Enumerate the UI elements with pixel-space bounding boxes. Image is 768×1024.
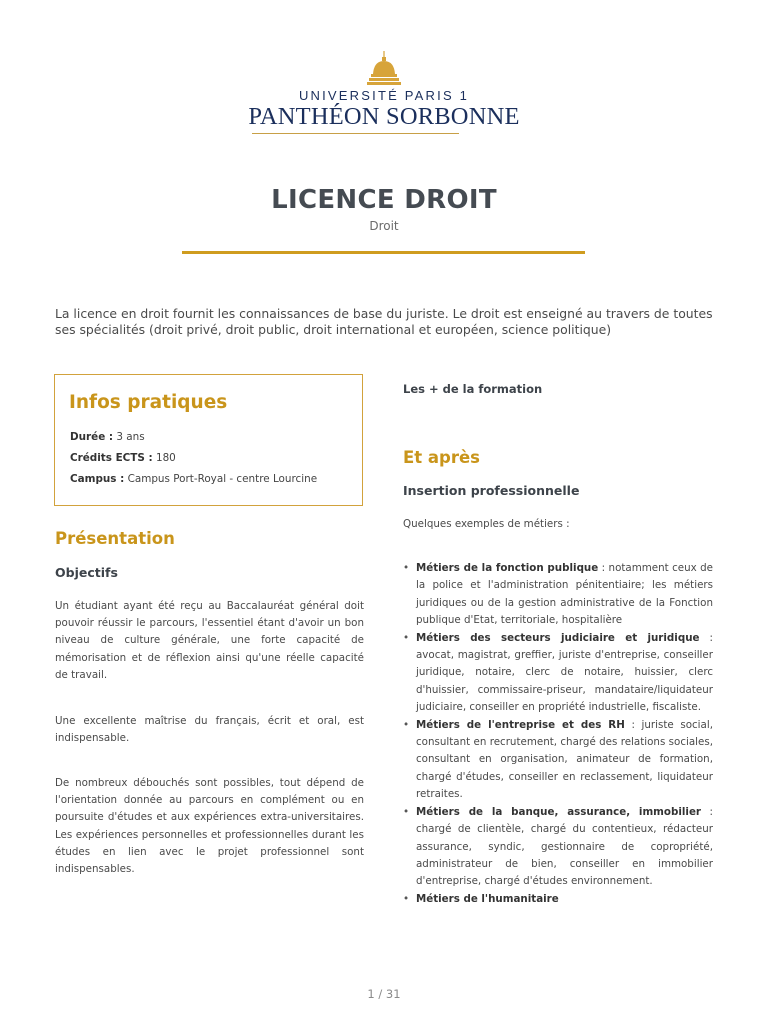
bullet-icon: • bbox=[403, 631, 410, 644]
metier-text: : juriste social, consultant en recrutement, chargé des relations sociales, consultant en organisation, animateur de formation, chargé d'études, conseiller en reclassement, liquidateur retraites. bbox=[416, 718, 713, 801]
info-credits-value: 180 bbox=[155, 452, 176, 464]
info-credits bbox=[70, 452, 176, 464]
university-line: UNIVERSITÉ PARIS 1 bbox=[298, 88, 470, 103]
metier-title: Métiers des secteurs judiciaire et juridique bbox=[416, 631, 700, 644]
info-campus bbox=[70, 473, 317, 485]
metier-title: Métiers de la banque, assurance, immobilier bbox=[416, 805, 702, 818]
info-credits-label: Crédits ECTS : bbox=[70, 452, 153, 464]
objectifs-heading: Objectifs bbox=[55, 565, 118, 580]
info-campus-value: Campus Port-Royal - centre Lourcine bbox=[127, 473, 318, 485]
et-apres-heading: Et après bbox=[403, 448, 480, 467]
list-item bbox=[403, 630, 713, 717]
list-item bbox=[403, 891, 713, 908]
info-campus-label: Campus : bbox=[70, 473, 125, 485]
metier-title: Métiers de l'humanitaire bbox=[416, 892, 559, 905]
metier-text: : avocat, magistrat, greffier, juriste d'entreprise, conseiller juridique, notaire, clerc de notaire, huissier, clerc d'huissier, commissaire-priseur, mandataire/liquidateur judiciaire, conseiller en propriété industrielle, fiscaliste. bbox=[416, 631, 713, 714]
list-item bbox=[403, 560, 713, 630]
page-subtitle: Droit bbox=[369, 219, 399, 233]
page-number: 1 / 31 bbox=[367, 987, 401, 1001]
metiers-list bbox=[403, 560, 713, 908]
bullet-icon: • bbox=[403, 805, 410, 818]
presentation-heading: Présentation bbox=[55, 529, 175, 548]
objectifs-paragraph-2: Une excellente maîtrise du français, écrit et oral, est indispensable. bbox=[55, 715, 364, 745]
page-title: LICENCE DROIT bbox=[271, 185, 497, 215]
list-item bbox=[403, 804, 713, 891]
bullet-icon: • bbox=[403, 718, 410, 731]
metier-text: : chargé de clientèle, chargé du contentieux, rédacteur assurance, syndic, gestionnaire de copropriété, administrateur de bien, conseiller en immobilier d'entreprise, chargé d'études environnement. bbox=[416, 805, 713, 888]
insertion-heading: Insertion professionnelle bbox=[403, 483, 580, 498]
info-duree-value: 3 ans bbox=[116, 431, 145, 443]
examples-intro: Quelques exemples de métiers : bbox=[403, 518, 570, 530]
bullet-icon: • bbox=[403, 892, 410, 905]
list-item bbox=[403, 717, 713, 804]
pantheon-dome-icon bbox=[364, 50, 404, 86]
objectifs-paragraph-3: De nombreux débouchés sont possibles, tout dépend de l'orientation donnée au parcours en complément ou en poursuite d'études et aux expériences extra-universitaires. Les expériences personnelles et professionnelles durant les études en lien avec le projet professionnel sont indispensables. bbox=[55, 777, 364, 876]
intro-paragraph: La licence en droit fournit les connaissances de base du juriste. Le droit est enseigné au travers de toutes ses spécialités (droit privé, droit public, droit international et européen, science politique) bbox=[55, 306, 713, 337]
logo-underline bbox=[252, 133, 459, 134]
infos-pratiques-heading: Infos pratiques bbox=[69, 392, 228, 413]
metier-text: : notamment ceux de la police et l'administration pénitentiaire; les métiers juridiques ou de la gestion administrative de la Fonction publique d'Etat, territoriale, hospitalière bbox=[416, 562, 713, 627]
info-duree-label: Durée : bbox=[70, 431, 114, 443]
plus-formation-heading: Les + de la formation bbox=[403, 382, 543, 396]
title-divider bbox=[182, 251, 585, 254]
metier-title: Métiers de la fonction publique bbox=[416, 562, 599, 574]
university-name: PANTHÉON SORBONNE bbox=[248, 103, 520, 130]
info-duree bbox=[70, 431, 145, 443]
metier-title: Métiers de l'entreprise et des RH bbox=[416, 718, 625, 731]
bullet-icon: • bbox=[403, 562, 410, 574]
objectifs-paragraph-1: Un étudiant ayant été reçu au Baccalauréat général doit pouvoir réussir le parcours, l'essentiel étant d'avoir un bon niveau de culture générale, une forte capacité de mémorisation et de réflexion ainsi qu'une réelle capacité de travail. bbox=[55, 600, 364, 681]
